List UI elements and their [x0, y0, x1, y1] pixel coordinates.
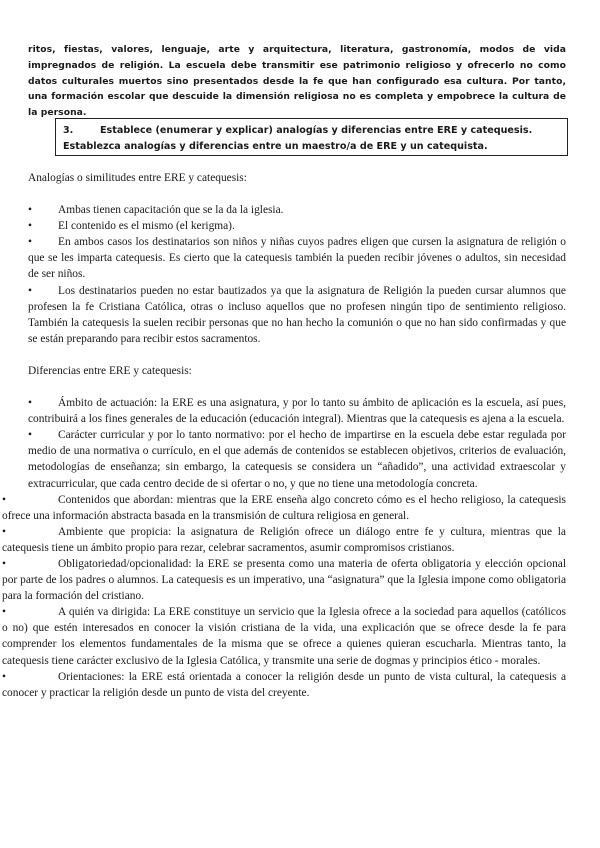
question-line-2: Establezca analogías y diferencias entre un maestro/a de ERE y un catequista.: [63, 141, 488, 152]
list-item: • Carácter curricular y por lo tanto normativo: por el hecho de impartirse en la escuela debe estar regulada por medio de una normativa o currículo, en el que además de contenidos se establecen objetivos, criterios de evaluación, metodologías de enseñanza; sin embargo, la catequesis se considera un “añadido”, una actividad extraescolar y extracurricular, que cada centro decide de si ofertar o no, y que no tiene una metodología concreta.: [28, 429, 566, 490]
analogias-heading: Analogías o similitudes entre ERE y catequesis:: [28, 172, 247, 184]
list-item: • En ambos casos los destinatarios son niños y niñas cuyos padres eligen que cursen la asignatura de religión o que se les imparta catequesis. Es cierto que la catequesis también la pueden recibir jóvenes o adultos, sin necesidad de ser niños.: [28, 236, 566, 281]
question-box: [55, 118, 568, 156]
intro-paragraph: ritos, fiestas, valores, lenguaje, arte y arquitectura, literatura, gastronomía, modos de vida impregnados de religión. La escuela debe transmitir ese patrimonio religioso y ofrecerlo no como datos culturales muertos sino presentados desde la fe que han configurado esa cultura. Por tanto, una formación escolar que descuide la dimensión religiosa no es completa y empobrece la cultura de la persona.: [28, 44, 566, 119]
bullet-icon: •: [2, 670, 6, 683]
list-item: • Orientaciones: la ERE está orientada a conocer la religión desde un punto de vista cultural, la catequesis a conocer y practicar la religión desde un punto de vista del creyente.: [2, 670, 566, 699]
bullet-icon: •: [28, 236, 32, 249]
bullet-icon: •: [28, 204, 32, 217]
list-item: • Ámbito de actuación: la ERE es una asignatura, y por lo tanto su ámbito de aplicación es la escuela, así pues, contribuirá a los fines generales de la educación (educación integral). Mientras que la catequesis es ajena a la escuela.: [28, 397, 566, 426]
list-item: • Ambiente que propicia: la asignatura de Religión ofrece un diálogo entre fe y cultura, mientras que la catequesis tiene un ámbito propio para rezar, celebrar sacramentos, asumir compromisos cristianos.: [2, 525, 566, 554]
question-line-1: 3. Establece (enumerar y explicar) analogías y diferencias entre ERE y catequesis.: [63, 123, 561, 139]
list-item: • El contenido es el mismo (el kerigma).: [28, 218, 566, 234]
list-item: • Contenidos que abordan: mientras que la ERE enseña algo concreto cómo es el hecho religioso, la catequesis ofrece una información abstracta basada en la transmisión de cultura religiosa en general.: [2, 493, 566, 522]
bullet-icon: •: [2, 606, 6, 619]
bullet-icon: •: [2, 493, 6, 506]
list-item: • Los destinatarios pueden no estar bautizados ya que la asignatura de Religión la pueden cursar alumnos que profesen la fe Cristiana Católica, otras o incluso aquellos que no profesen ningún tipo de sentimiento religioso. También la catequesis la suelen recibir personas que no han hecho la comunión o que no han sido confirmadas y que se están preparando para recibir estos sacramentos.: [28, 284, 566, 345]
bullet-icon: •: [28, 284, 32, 297]
list-item: • Obligatoriedad/opcionalidad: la ERE se presenta como una materia de oferta obligatoria y elección opcional por parte de los padres o alumnos. La catequesis es un imperativo, una “asignatura” que la Iglesia impone como obligatoria para la formación del cristiano.: [2, 557, 566, 603]
answer-body: [2, 170, 566, 701]
bullet-icon: •: [28, 397, 32, 410]
question-number: 3.: [63, 125, 74, 136]
bullet-icon: •: [2, 557, 6, 570]
list-item: • Ambas tienen capacitación que se la da la iglesia.: [28, 202, 566, 218]
bullet-icon: •: [28, 429, 32, 442]
bullet-icon: •: [28, 220, 32, 233]
list-item: • A quién va dirigida: La ERE constituye un servicio que la Iglesia ofrece a la sociedad para aquellos (católicos o no) que estén interesados en conocer la visión cristiana de la vida, una explicación que se ofrece desde la fe para comprender los elementos fundamentales de la misma que se ofrece a quienes quieran escucharla. Mientras tanto, la catequesis tiene carácter exclusivo de la Iglesia Católica, y transmite una serie de dogmas y principios ético - morales.: [2, 606, 566, 667]
diferencias-heading: Diferencias entre ERE y catequesis:: [28, 364, 192, 377]
bullet-icon: •: [2, 525, 6, 538]
